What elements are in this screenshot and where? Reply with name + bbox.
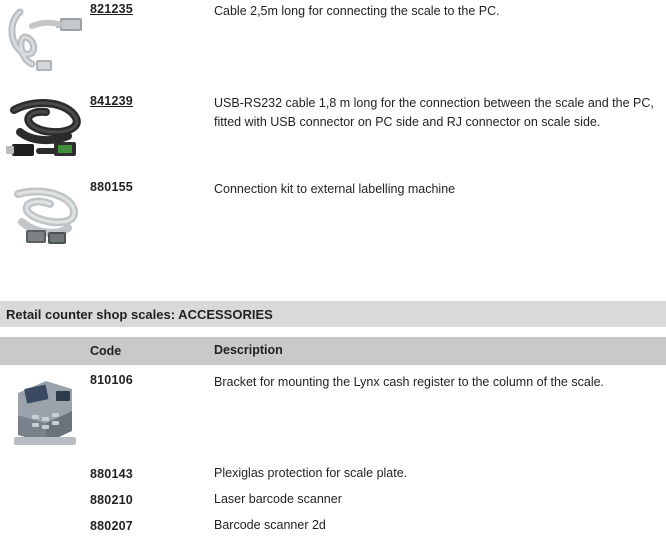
- product-code: 880155: [90, 180, 133, 194]
- product-code-cell[interactable]: [90, 0, 214, 16]
- product-code-cell: [90, 519, 214, 533]
- product-description: USB-RS232 cable 1,8 m long for the connection between the scale and the PC, fitted with USB connector on PC side and RJ connector on scale side.: [214, 96, 654, 130]
- product-row: [0, 365, 666, 457]
- product-code-cell: [90, 178, 214, 194]
- product-description: Laser barcode scanner: [214, 492, 342, 507]
- product-row: [0, 92, 666, 178]
- lynx-cash-register-bracket-photo: [2, 371, 90, 457]
- product-description: Cable 2,5m long for connecting the scale to the PC.: [214, 4, 500, 18]
- mini-rows-list: [0, 457, 666, 539]
- list-item: [0, 513, 666, 539]
- table-column-header: [0, 337, 666, 365]
- product-code: 880143: [90, 467, 133, 481]
- product-description: Plexiglas protection for scale plate.: [214, 466, 408, 481]
- section-title: Retail counter shop scales: ACCESSORIES: [6, 306, 273, 322]
- list-item: [0, 461, 666, 487]
- product-code[interactable]: 821235: [90, 2, 133, 16]
- product-code-cell[interactable]: [90, 92, 214, 108]
- column-header-description: Description: [214, 343, 283, 358]
- usb-rs232-cable-photo: [2, 92, 90, 174]
- product-code-cell: [90, 493, 214, 507]
- product-code: 810106: [90, 373, 133, 387]
- section-header: [0, 301, 666, 327]
- product-description: Barcode scanner 2d: [214, 518, 326, 533]
- product-code-cell: [90, 371, 214, 387]
- spacer: [0, 327, 666, 337]
- product-image-cell: [0, 371, 90, 457]
- product-code: 880210: [90, 493, 133, 507]
- column-header-code: Code: [90, 344, 122, 358]
- product-row: [0, 0, 666, 92]
- product-code: 880207: [90, 519, 133, 533]
- product-description: Connection kit to external labelling machine: [214, 182, 456, 196]
- connection-kit-cable-photo: [2, 178, 90, 266]
- list-item: [0, 487, 666, 513]
- product-code[interactable]: 841239: [90, 94, 133, 108]
- product-image-cell: [0, 92, 90, 174]
- column-header-image: [0, 337, 90, 365]
- product-row: [0, 178, 666, 270]
- product-image-cell: [0, 178, 90, 266]
- product-code-cell: [90, 467, 214, 481]
- spacer: [0, 270, 666, 301]
- product-image-cell: [0, 0, 90, 86]
- product-description: Bracket for mounting the Lynx cash register to the column of the scale.: [214, 375, 605, 389]
- rj-to-db9-cable-photo: [2, 0, 90, 86]
